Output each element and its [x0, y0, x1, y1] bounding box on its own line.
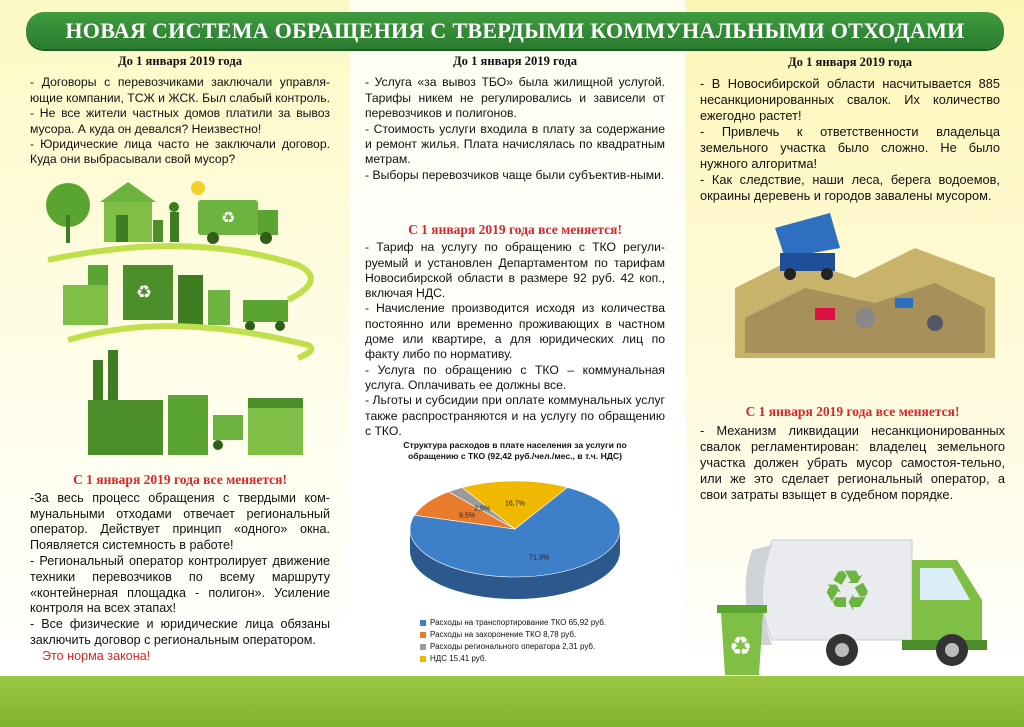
illegal-dump-illustration: [735, 208, 995, 358]
legend-swatch: [420, 656, 426, 662]
legend-label: НДС 15,41 руб.: [430, 654, 487, 663]
left-before-item-2: - Не все жители частных домов платили за вывоз мусора. А куда он девался? Неизвестно!: [30, 106, 330, 136]
svg-text:♻: ♻: [729, 632, 753, 662]
svg-text:♻: ♻: [822, 559, 873, 624]
right-column-before: [700, 54, 1000, 204]
middle-after-item-1: - Тариф на услугу по обращению с ТКО регули-руемый и установлен Департаментом по тарифам Новосибирской области в размере 92 руб. 42 коп., включая НДС.: [365, 240, 665, 301]
legend-item-3: [420, 641, 670, 653]
garbage-truck-illustration: [712, 520, 1002, 680]
middle-column-before: [365, 54, 665, 183]
left-before-item-3: - Юридические лица часто не заключали договор. Куда они выбрасывали свой мусор?: [30, 137, 330, 167]
left-after-item-1: -За весь процесс обращения с твердыми ком-мунальными отходами отвечает региональный оператор. Действует принцип «одного» окна. Появляется системность в работе!: [30, 490, 330, 553]
legend-label: Расходы регионального оператора 2,31 руб.: [430, 642, 596, 651]
middle-after-heading: С 1 января 2019 года все меняется!: [408, 222, 622, 237]
sun-icon: [191, 181, 205, 195]
truck-icon: [746, 540, 987, 666]
left-column-after: [30, 472, 330, 665]
page-title-banner: НОВАЯ СИСТЕМА ОБРАЩЕНИЯ С ТВЕРДЫМИ КОММУНАЛЬНЫМИ ОТХОДАМИ: [26, 12, 1004, 49]
law-note: Это норма закона!: [42, 648, 151, 663]
waste-cycle-illustration: [28, 170, 333, 465]
recycle-bin-icon: [717, 605, 767, 675]
right-column-after: [700, 404, 1005, 503]
left-after-item-3: - Все физические и юридические лица обязаны заключить договор с региональным оператором.: [30, 617, 330, 647]
left-after-heading: С 1 января 2019 года все меняется!: [73, 472, 287, 487]
left-after-item-2: - Региональный оператор контролирует движение техники перевозчиков по всему маршруту «контейнерная площадка - полигон». Усиление контроля на всех этапах!: [30, 553, 330, 616]
recycling-plant-icon: [63, 265, 288, 331]
legend-swatch: [420, 632, 426, 638]
middle-before-item-2: - Стоимость услуги входила в плату за содержание и ремонт жилья. Плата начислялась по квадратным метрам.: [365, 121, 665, 167]
legend-label: Расходы на транспортирование ТКО 65,92 руб.: [430, 618, 607, 627]
footer-band: [0, 676, 1024, 727]
right-before-item-1: - В Новосибирской области насчитывается 885 несанкционированных свалок. Их количество ежегодно растет!: [700, 76, 1000, 123]
right-before-item-3: - Как следствие, наши леса, берега водоемов, окраины деревень и городов завалены мусором.: [700, 172, 1000, 203]
house-icon: [46, 182, 156, 243]
middle-after-item-2: - Начисление производится исходя из количества постоянно или временно проживающих в частном доме или квартире, а для юридических лиц по факту либо по нормативу.: [365, 301, 665, 362]
left-column-before: [30, 54, 330, 168]
legend-item-1: [420, 617, 670, 629]
middle-column-after: [365, 222, 665, 439]
right-before-heading: До 1 января 2019 года: [787, 55, 913, 69]
dump-truck-icon: [775, 213, 840, 280]
chart-legend: [420, 617, 670, 665]
pie-label-4: 16,7%: [505, 500, 525, 508]
pie-label-1: 71,3%: [529, 554, 549, 562]
factory-icon: [88, 350, 303, 455]
right-before-item-2: - Привлечь к ответственности владельца земельного участка было сложно. Не было нужного алгоритма!: [700, 124, 1000, 171]
legend-item-4: [420, 653, 670, 665]
left-before-item-1: - Договоры с перевозчиками заключали управля-ющие компании, ТСЖ и ЖСК. Был слабый контроль.: [30, 75, 330, 105]
pie-label-2: 9,5%: [459, 512, 475, 520]
middle-before-item-3: - Выборы перевозчиков чаще были субъектив-ными.: [365, 167, 665, 182]
middle-after-item-4: - Льготы и субсидии при оплате коммунальных услуг также распространяются и на услугу по обращению с ТКО.: [365, 393, 665, 438]
legend-swatch: [420, 644, 426, 650]
legend-swatch: [420, 620, 426, 626]
legend-label: Расходы на захоронение ТКО 8,78 руб.: [430, 630, 577, 639]
garbage-truck-icon: [198, 200, 278, 244]
expense-pie-chart: [395, 474, 635, 609]
right-after-heading: С 1 января 2019 года все меняется!: [745, 404, 960, 419]
svg-text:♻: ♻: [136, 282, 153, 303]
middle-before-item-1: - Услуга «за вывоз ТБО» была жилищной услугой. Тарифы никем не регулировались и зависели от перевозчиков и полигонов.: [365, 75, 665, 121]
people-icon: [153, 202, 179, 242]
left-before-heading: До 1 января 2019 года: [117, 54, 243, 68]
middle-before-heading: До 1 января 2019 года: [452, 54, 578, 68]
middle-after-item-3: - Услуга по обращению с ТКО – коммунальная услуга. Оплачивать ее должны все.: [365, 362, 665, 392]
legend-item-2: [420, 629, 670, 641]
svg-text:♻: ♻: [221, 208, 236, 227]
right-after-item-1: - Механизм ликвидации несанкционированных свалок регламентирован: владелец земельного участка должен убрать мусор самостоя-тельно, или же это сделает региональный оператор, а свои затраты взыщет в судебном порядке.: [700, 423, 1005, 502]
chart-title: Структура расходов в плате населения за услуги по обращению с ТКО (92,42 руб./чел./мес., в т.ч. НДС): [403, 440, 627, 461]
pie-label-3: 2,5%: [474, 505, 491, 513]
